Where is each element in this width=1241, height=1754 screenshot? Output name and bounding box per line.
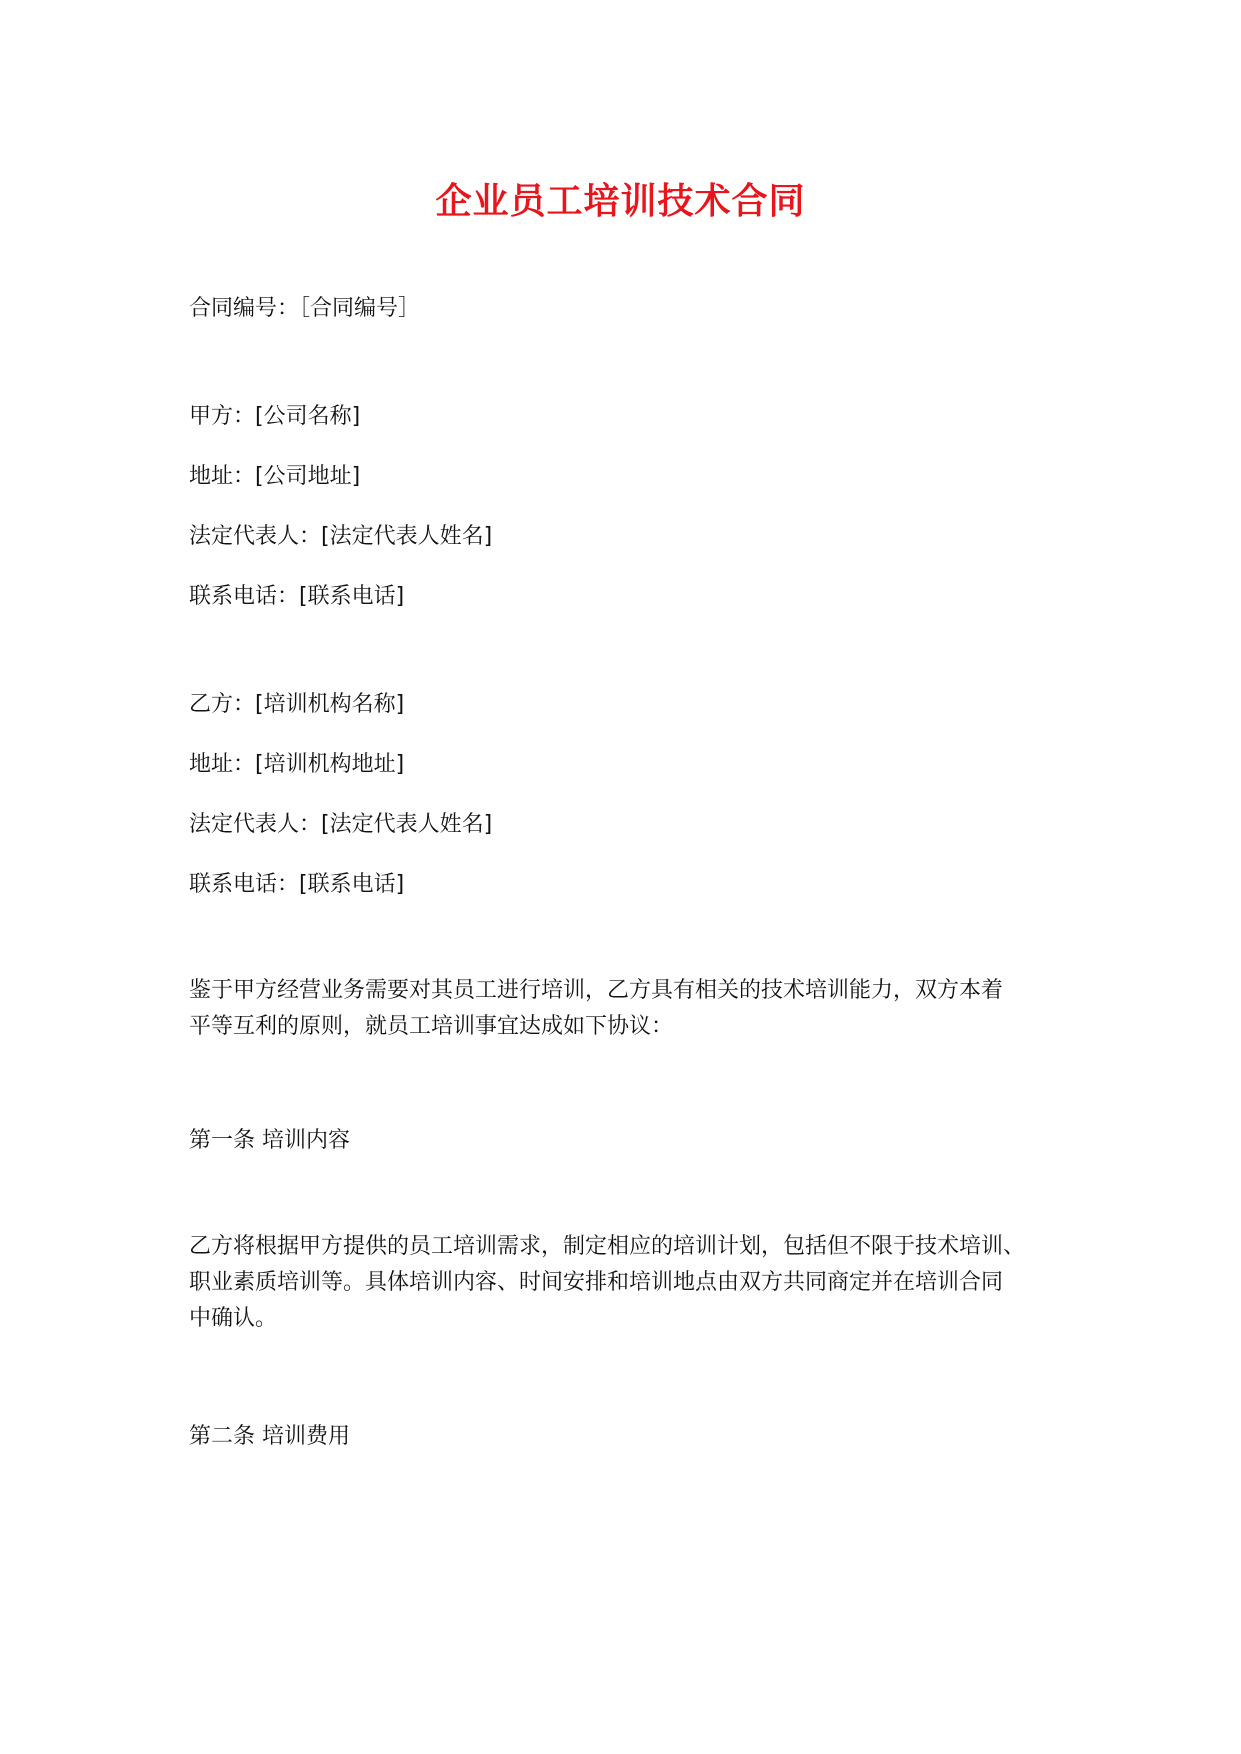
article-1-heading: 第一条 培训内容 — [189, 1128, 350, 1153]
article-2-heading: 第二条 培训费用 — [189, 1424, 350, 1449]
document-title: 企业员工培训技术合同 — [435, 181, 806, 222]
preamble-paragraph — [189, 973, 1069, 1045]
article-1-line: 中确认。 — [189, 1306, 278, 1331]
party-a-name: 甲方：[公司名称] — [189, 404, 361, 429]
preamble-line: 鉴于甲方经营业务需要对其员工进行培训，乙方具有相关的技术培训能力，双方本着 — [189, 978, 1004, 1003]
party-b-legal-rep: 法定代表人：[法定代表人姓名] — [189, 812, 493, 837]
article-1-line: 职业素质培训等。具体培训内容、时间安排和培训地点由双方共同商定并在培训合同 — [189, 1270, 1004, 1295]
party-a-legal-rep: 法定代表人：[法定代表人姓名] — [189, 524, 493, 549]
party-a-phone: 联系电话：[联系电话] — [189, 584, 405, 609]
article-1-line: 乙方将根据甲方提供的员工培训需求，制定相应的培训计划，包括但不限于技术培训、 — [189, 1234, 1026, 1259]
preamble-line: 平等互利的原则，就员工培训事宜达成如下协议： — [189, 1014, 674, 1039]
contract-number: 合同编号：［合同编号］ — [189, 296, 421, 321]
party-b-name: 乙方：[培训机构名称] — [189, 692, 405, 717]
party-b-phone: 联系电话：[联系电话] — [189, 872, 405, 897]
article-1-body — [189, 1229, 1069, 1337]
party-a-address: 地址：[公司地址] — [189, 464, 361, 489]
party-b-address: 地址：[培训机构地址] — [189, 752, 405, 777]
